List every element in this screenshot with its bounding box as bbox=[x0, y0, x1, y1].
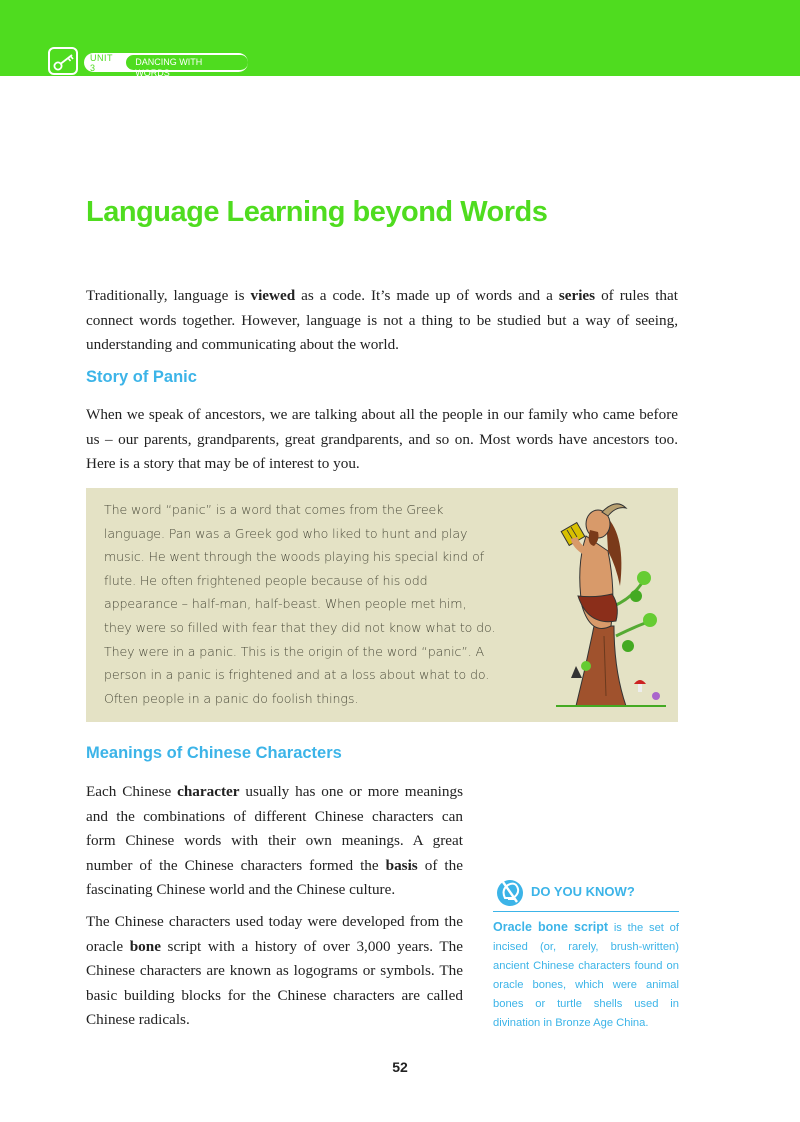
intro-paragraph: Traditionally, language is viewed as a code. It’s made up of words and a series of rules that connect words together. However, language is not a thing to be studied but a way of seeing, understanding and communicating about the world. bbox=[86, 287, 678, 353]
story-box-text: The word “panic” is a word that comes from the Greek language. Pan was a Greek god who liked to hunt and play music. He went through the woods playing his special kind of flute. He often frightened people because of his odd appearance – half-man, half-beast. When people met him, they were so filled with fear that they did not know what to do. They were in a panic. This is the origin of the word “panic”. A person in a panic is frightened and at a loss about what to do. Often people in a panic do foolish things. bbox=[104, 502, 496, 706]
story-paragraph: When we speak of ancestors, we are talking about all the people in our family who came before us – our parents, grandparents, great grandparents, and so on. Most words have ancestors too. Here is a story that may be of interest to you. bbox=[86, 406, 678, 472]
unit-label: UNIT 3 bbox=[90, 52, 113, 73]
unit-title: DANCING WITH WORDS bbox=[126, 55, 248, 70]
did-you-know-header bbox=[493, 875, 679, 912]
page-title: Language Learning beyond Words bbox=[86, 196, 548, 228]
did-you-know-text: Oracle bone script is the set of incised (or, rarely, brush-written) ancient Chinese characters found on oracle bones, which were animal bones or turtle shells used in divination in Bronze Age China. bbox=[493, 920, 679, 1029]
key-icon bbox=[48, 47, 78, 75]
did-you-know-title: DO YOU KNOW? bbox=[531, 884, 635, 899]
story-heading: Story of Panic bbox=[86, 368, 197, 386]
did-you-know-box bbox=[493, 875, 679, 1033]
unit-badge bbox=[84, 52, 248, 78]
chinese-paragraph-2: The Chinese characters used today were developed from the oracle bone script with a history of over 3,000 years. The Chinese characters are known as logograms or symbols. The basic building blocks for the Chinese characters are called Chinese radicals. bbox=[86, 913, 463, 1028]
chinese-heading: Meanings of Chinese Characters bbox=[86, 744, 342, 762]
story-box bbox=[86, 488, 678, 722]
chinese-paragraph-1: Each Chinese character usually has one or more meanings and the combinations of different Chinese characters can form Chinese words with their own meanings. A great number of the Chinese characters formed the basis of the fascinating Chinese world and the Chinese culture. bbox=[86, 783, 463, 898]
pan-illustration bbox=[516, 496, 666, 716]
lightbulb-icon bbox=[495, 876, 525, 908]
page-number: 52 bbox=[392, 1059, 408, 1075]
